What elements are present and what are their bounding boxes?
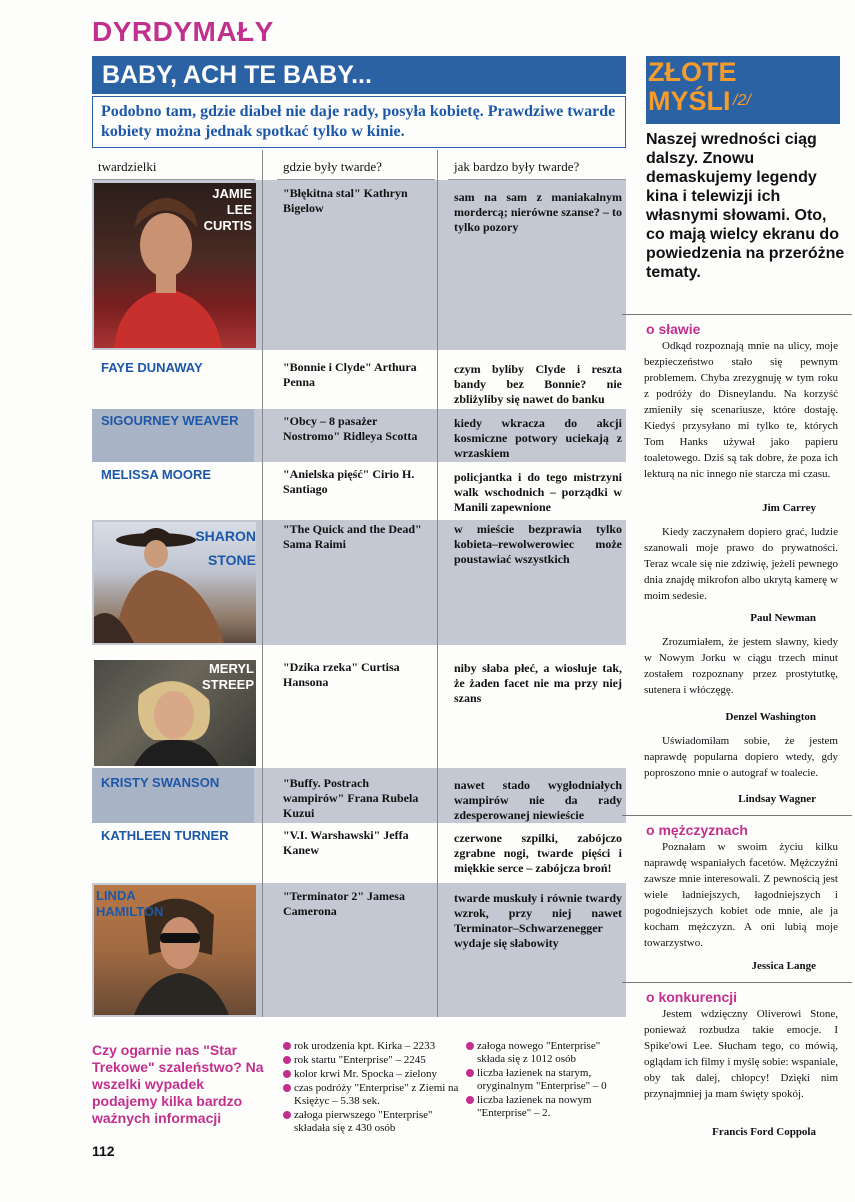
quote-author: Jim Carrey bbox=[762, 502, 816, 514]
fact-item bbox=[283, 1054, 463, 1067]
column-header-twardzielki: twardzielki bbox=[92, 150, 255, 180]
article-title: BABY, ACH TE BABY... bbox=[102, 61, 372, 89]
divider bbox=[622, 982, 852, 983]
column-header-jak: jak bardzo były twarde? bbox=[448, 150, 626, 180]
how-melissa-moore: policjantka i do tego mistrzyni walk wschodnich – porządki w Manili zapewnione bbox=[454, 470, 622, 514]
sidebar-title-suffix: /2/ bbox=[733, 92, 751, 109]
name-kristy-swanson: KRISTY SWANSON bbox=[101, 775, 220, 790]
column-header-gdzie: gdzie były twarde? bbox=[277, 150, 435, 180]
bullet-icon bbox=[283, 1042, 291, 1050]
how-linda-hamilton: twarde muskuły i równie twardy wzrok, przy niej nawet Terminator–Schwarzenegger wydaje się słabowity bbox=[454, 891, 622, 950]
star-trek-facts-col1 bbox=[283, 1040, 463, 1136]
divider bbox=[622, 314, 852, 315]
sidebar-title-line1: ZŁOTE bbox=[648, 57, 737, 87]
fact-text: rok urodzenia kpt. Kirka – 2233 bbox=[294, 1040, 436, 1052]
fact-text: załoga nowego "Enterprise" składa się z 1012 osób bbox=[477, 1040, 601, 1065]
name-sharon-stone: SHARON STONE bbox=[195, 528, 256, 568]
film-kristy-swanson: "Buffy. Postrach wampirów" Frana Rubela Kuzui bbox=[283, 776, 419, 820]
quote-text: Poznałam w swoim życiu kilku naprawdę wspaniałych facetów. Mężczyźni zawsze mnie interesowali. Z pewnością jest wiele ładniejszych, łagodniejszych i pogodniejszych kobiet ode mnie, ale ja kocham mężczyzn. A oni lubią moje towarzystwo. bbox=[644, 841, 838, 949]
article-banner bbox=[92, 56, 626, 94]
film-melissa-moore: "Anielska pięść" Cirio H. Santiago bbox=[283, 467, 415, 496]
topic-heading-slawa: o sławie bbox=[646, 321, 701, 337]
how-faye-dunaway: czym byliby Clyde i reszta bandy bez Bonnie? nie zbliżyliby się nawet do banku bbox=[454, 362, 622, 406]
fact-item bbox=[283, 1040, 463, 1053]
topic-heading-mezczyzni: o mężczyznach bbox=[646, 822, 748, 838]
fact-item bbox=[466, 1067, 616, 1093]
film-jamie-lee-curtis: "Błękitna stal" Kathryn Bigelow bbox=[283, 186, 408, 215]
quote-text: Zrozumiałem, że jestem sławny, kiedy w Nowym Jorku w ciągu trzech minut zostałem rozpoznany przez prostytutkę, sutenera i włóczęgę. bbox=[644, 636, 838, 696]
fact-item bbox=[466, 1094, 616, 1120]
fact-text: liczba łazienek na nowym "Enterprise" – 2. bbox=[477, 1094, 592, 1119]
fact-item bbox=[466, 1040, 616, 1066]
film-faye-dunaway: "Bonnie i Clyde" Arthura Penna bbox=[283, 360, 417, 389]
how-sigourney-weaver: kiedy wkracza do akcji kosmiczne potwory uciekają z wrzaskiem bbox=[454, 416, 622, 460]
name-sigourney-weaver: SIGOURNEY WEAVER bbox=[101, 413, 239, 428]
fact-text: liczba łazienek na starym, oryginalnym "Enterprise" – 0 bbox=[477, 1067, 607, 1092]
fact-text: rok startu "Enterprise" – 2245 bbox=[294, 1054, 426, 1066]
name-faye-dunaway: FAYE DUNAWAY bbox=[101, 360, 203, 375]
fact-item bbox=[283, 1109, 463, 1135]
bullet-icon bbox=[466, 1069, 474, 1077]
quote-author: Jessica Lange bbox=[751, 960, 816, 972]
how-jamie-lee-curtis: sam na sam z maniakalnym mordercą; nierówne szanse? – to tylko pozory bbox=[454, 190, 622, 234]
how-kathleen-turner: czerwone szpilki, zabójczo zgrabne nogi, twarde pięści i miękkie serce – zabójcza broń! bbox=[454, 831, 622, 875]
name-kathleen-turner: KATHLEEN TURNER bbox=[101, 828, 229, 843]
sidebar-title-line2: MYŚLI bbox=[648, 86, 731, 116]
fact-text: kolor krwi Mr. Spocka – zielony bbox=[294, 1068, 437, 1080]
bullet-icon bbox=[283, 1111, 291, 1119]
how-kristy-swanson: nawet stado wygłodniałych wampirów nie da rady zdesperowanej niewieście bbox=[454, 778, 622, 822]
sidebar-lead: Naszej wredności ciąg dalszy. Znowu demaskujemy legendy kina i telewizji ich własnymi słowami. Oto, co mają wielcy ekranu do powiedzenia na przeróżne tematy. bbox=[646, 131, 845, 281]
film-kathleen-turner: "V.I. Warshawski" Jeffa Kanew bbox=[283, 828, 409, 857]
bullet-icon bbox=[283, 1056, 291, 1064]
name-linda-hamilton: LINDA HAMILTON bbox=[96, 888, 164, 919]
quote-text: Uświadomiłam sobie, że jestem naprawdę popularna dopiero wtedy, gdy poproszono mnie o autograf w toalecie. bbox=[644, 735, 838, 779]
article-intro: Podobno tam, gdzie diabeł nie daje rady, posyła kobietę. Prawdziwe twarde kobiety można jednak spotkać tylko w kinie. bbox=[92, 96, 626, 148]
topic-heading-konkurencja: o konkurencji bbox=[646, 989, 738, 1005]
how-sharon-stone: w mieście bezprawia tylko kobieta–rewolwerowiec może poustawiać wszystkich bbox=[454, 522, 622, 566]
quote-author: Francis Ford Coppola bbox=[712, 1126, 816, 1138]
star-trek-facts-col2 bbox=[466, 1040, 616, 1121]
bullet-icon bbox=[283, 1070, 291, 1078]
quote-author: Denzel Washington bbox=[725, 711, 816, 723]
section-label: DYRDYMAŁY bbox=[92, 16, 274, 47]
fact-item bbox=[283, 1082, 463, 1108]
star-trek-question: Czy ogarnie nas "Star Trekowe" szaleństwo? Na wszelki wypadek podajemy kilka bardzo ważnych informacji bbox=[92, 1042, 264, 1126]
bullet-icon bbox=[466, 1096, 474, 1104]
column-divider bbox=[437, 150, 438, 1017]
bullet-icon bbox=[466, 1042, 474, 1050]
name-meryl-streep: MERYL STREEP bbox=[201, 661, 254, 692]
name-melissa-moore: MELISSA MOORE bbox=[101, 467, 212, 482]
film-sigourney-weaver: "Obcy – 8 pasażer Nostromo" Ridleya Scotta bbox=[283, 414, 418, 443]
quote-text: Odkąd rozpoznają mnie na ulicy, moje bezpieczeństwo stało się pewnym problemem. Chyba zrezygnuję w tym roku z podróży do Disneylandu. Na korzyść zmieniły się scenariusze, które dostaję. Kiedyś przysyłano mi tylko te, których Tom Hanks używał jako papieru toaletowego. Dziś są tak dobre, że poza ich lekturą na nic innego nie starcza mi czasu. bbox=[644, 340, 838, 480]
quote-author: Lindsay Wagner bbox=[738, 793, 816, 805]
quote-text: Kiedy zaczynałem dopiero grać, ludzie szanowali moje prawo do prywatności. Teraz wcale się nie zdziwię, jeżeli pewnego dnia znajdę mikrofon albo ukrytą kamerę w moim sedesie. bbox=[644, 526, 838, 602]
quote-text: Jestem wdzięczny Oliverowi Stone, ponieważ rozbudza takie emocje. I Spike'owi Lee. Słucham tego, co mówią, oglądam ich filmy i myślę sobie: wspaniale, oby tak dalej, chłopcy! Dzięki nim przynajmniej ja mam święty spokój. bbox=[644, 1008, 838, 1100]
name-jamie-lee-curtis: JAMIE LEE CURTIS bbox=[203, 186, 252, 233]
sidebar-title bbox=[648, 58, 737, 116]
fact-item bbox=[283, 1068, 463, 1081]
divider bbox=[622, 815, 852, 816]
column-divider bbox=[262, 150, 263, 1017]
fact-text: czas podróży "Enterprise" z Ziemi na Księżyc – 5.38 sek. bbox=[294, 1082, 459, 1107]
film-linda-hamilton: "Terminator 2" Jamesa Camerona bbox=[283, 889, 405, 918]
film-sharon-stone: "The Quick and the Dead" Sama Raimi bbox=[283, 522, 422, 551]
quote-author: Paul Newman bbox=[750, 612, 816, 624]
bullet-icon bbox=[283, 1084, 291, 1092]
page-number: 112 bbox=[92, 1143, 115, 1159]
film-meryl-streep: "Dzika rzeka" Curtisa Hansona bbox=[283, 660, 400, 689]
fact-text: załoga pierwszego "Enterprise" składała się z 430 osób bbox=[294, 1109, 433, 1134]
how-meryl-streep: niby słaba płeć, a wiosłuje tak, że żaden facet nie ma przy niej szans bbox=[454, 661, 622, 705]
